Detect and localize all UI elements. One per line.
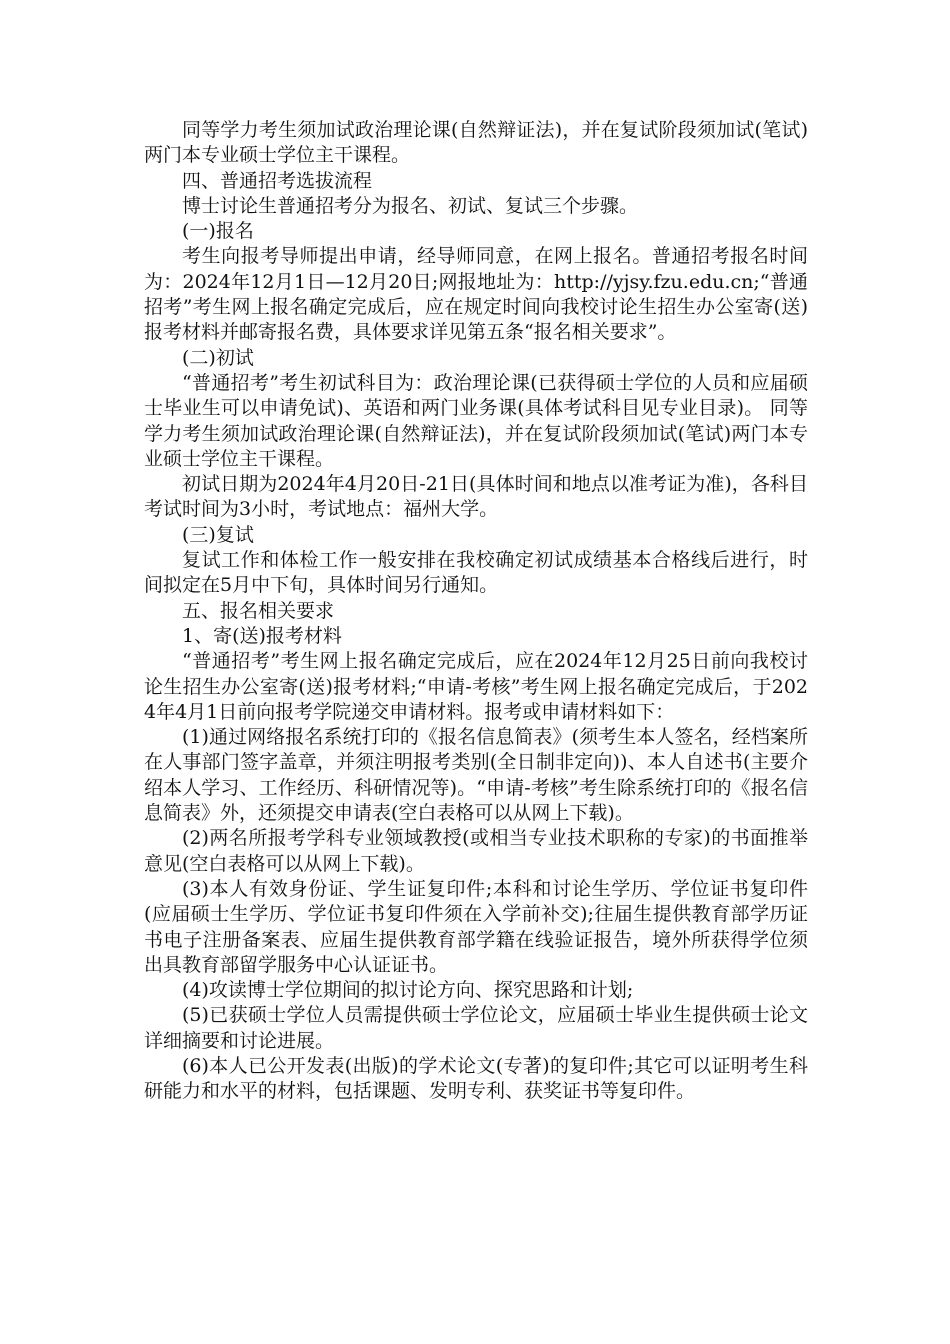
document-page xyxy=(144,118,808,1105)
list-item-1: (1)通过网络报名系统打印的《报名信息简表》(须考生本人签名，经档案所在人事部门签字盖章，并须注明报考类别(全日制非定向))、本人自述书(主要介绍本人学习、工作经历、科研情况等)。“申请-考核”考生除系统打印的《报名信息简表》外，还须提交申请表(空白表格可以从网上下载)。 xyxy=(144,726,808,825)
paragraph-submission-deadlines: “普通招考”考生网上报名确定完成后，应在2024年12月25日前向我校讨论生招生办公室寄(送)报考材料;“申请-考核”考生网上报名确定完成后，于2024年4月1日前向报考学院递交申请材料。报考或申请材料如下： xyxy=(144,650,808,723)
subheading-reexam: (三)复试 xyxy=(182,523,254,546)
paragraph-three-steps: 博士讨论生普通招考分为报名、初试、复试三个步骤。 xyxy=(182,194,639,217)
section-heading-selection-process: 四、普通招考选拔流程 xyxy=(182,169,373,192)
list-item-2: (2)两名所报考学科专业领域教授(或相当专业技术职称的专家)的书面推举意见(空白表格可以从网上下载)。 xyxy=(144,827,808,875)
list-item-5: (5)已获硕士学位人员需提供硕士学位论文，应届硕士毕业生提供硕士论文详细摘要和讨论进展。 xyxy=(144,1004,808,1052)
list-item-3: (3)本人有效身份证、学生证复印件;本科和讨论生学历、学位证书复印件(应届硕士生学历、学位证书复印件须在入学前补交);往届生提供教育部学历证书电子注册备案表、应届生提供教育部学籍在线验证报告，境外所获得学位须出具教育部留学服务中心认证证书。 xyxy=(144,877,808,976)
section-heading-registration-requirements: 五、报名相关要求 xyxy=(182,599,335,622)
list-item-6: (6)本人已公开发表(出版)的学术论文(专著)的复印件;其它可以证明考生科研能力和水平的材料，包括课题、发明专利、获奖证书等复印件。 xyxy=(144,1054,808,1103)
paragraph-registration-details: 考生向报考导师提出申请，经导师同意，在网上报名。普通招考报名时间为：2024年12月1日—12月20日;网报地址为：http://yjsy.fzu.edu.cn;“普通招考”考生网上报名确定完成后，应在规定时间向我校讨论生招生办公室寄(送)报考材料并邮寄报名费，具体要求详见第五条“报名相关要求”。 xyxy=(144,245,808,344)
subheading-preliminary-exam: (二)初试 xyxy=(182,346,254,369)
subheading-registration: (一)报名 xyxy=(182,220,254,243)
paragraph-equivalent-education: 同等学力考生须加试政治理论课(自然辩证法)，并在复试阶段须加试(笔试)两门本专业硕士学位主干课程。 xyxy=(144,119,808,167)
subheading-submit-materials: 1、寄(送)报考材料 xyxy=(182,624,342,647)
list-item-4: (4)攻读博士学位期间的拟讨论方向、探究思路和计划; xyxy=(182,979,634,1002)
paragraph-exam-subjects: “普通招考”考生初试科目为：政治理论课(已获得硕士学位的人员和应届硕士毕业生可以申请免试)、英语和两门业务课(具体考试科目见专业目录)。 同等学力考生须加试政治理论课(自然辩证法)，并在复试阶段须加试(笔试)两门本专业硕士学位主干课程。 xyxy=(144,371,808,470)
paragraph-reexam-details: 复试工作和体检工作一般安排在我校确定初试成绩基本合格线后进行，时间拟定在5月中下旬，具体时间另行通知。 xyxy=(144,549,808,597)
paragraph-exam-dates: 初试日期为2024年4月20日-21日(具体时间和地点以准考证为准)，各科目考试时间为3小时，考试地点：福州大学。 xyxy=(144,473,808,521)
